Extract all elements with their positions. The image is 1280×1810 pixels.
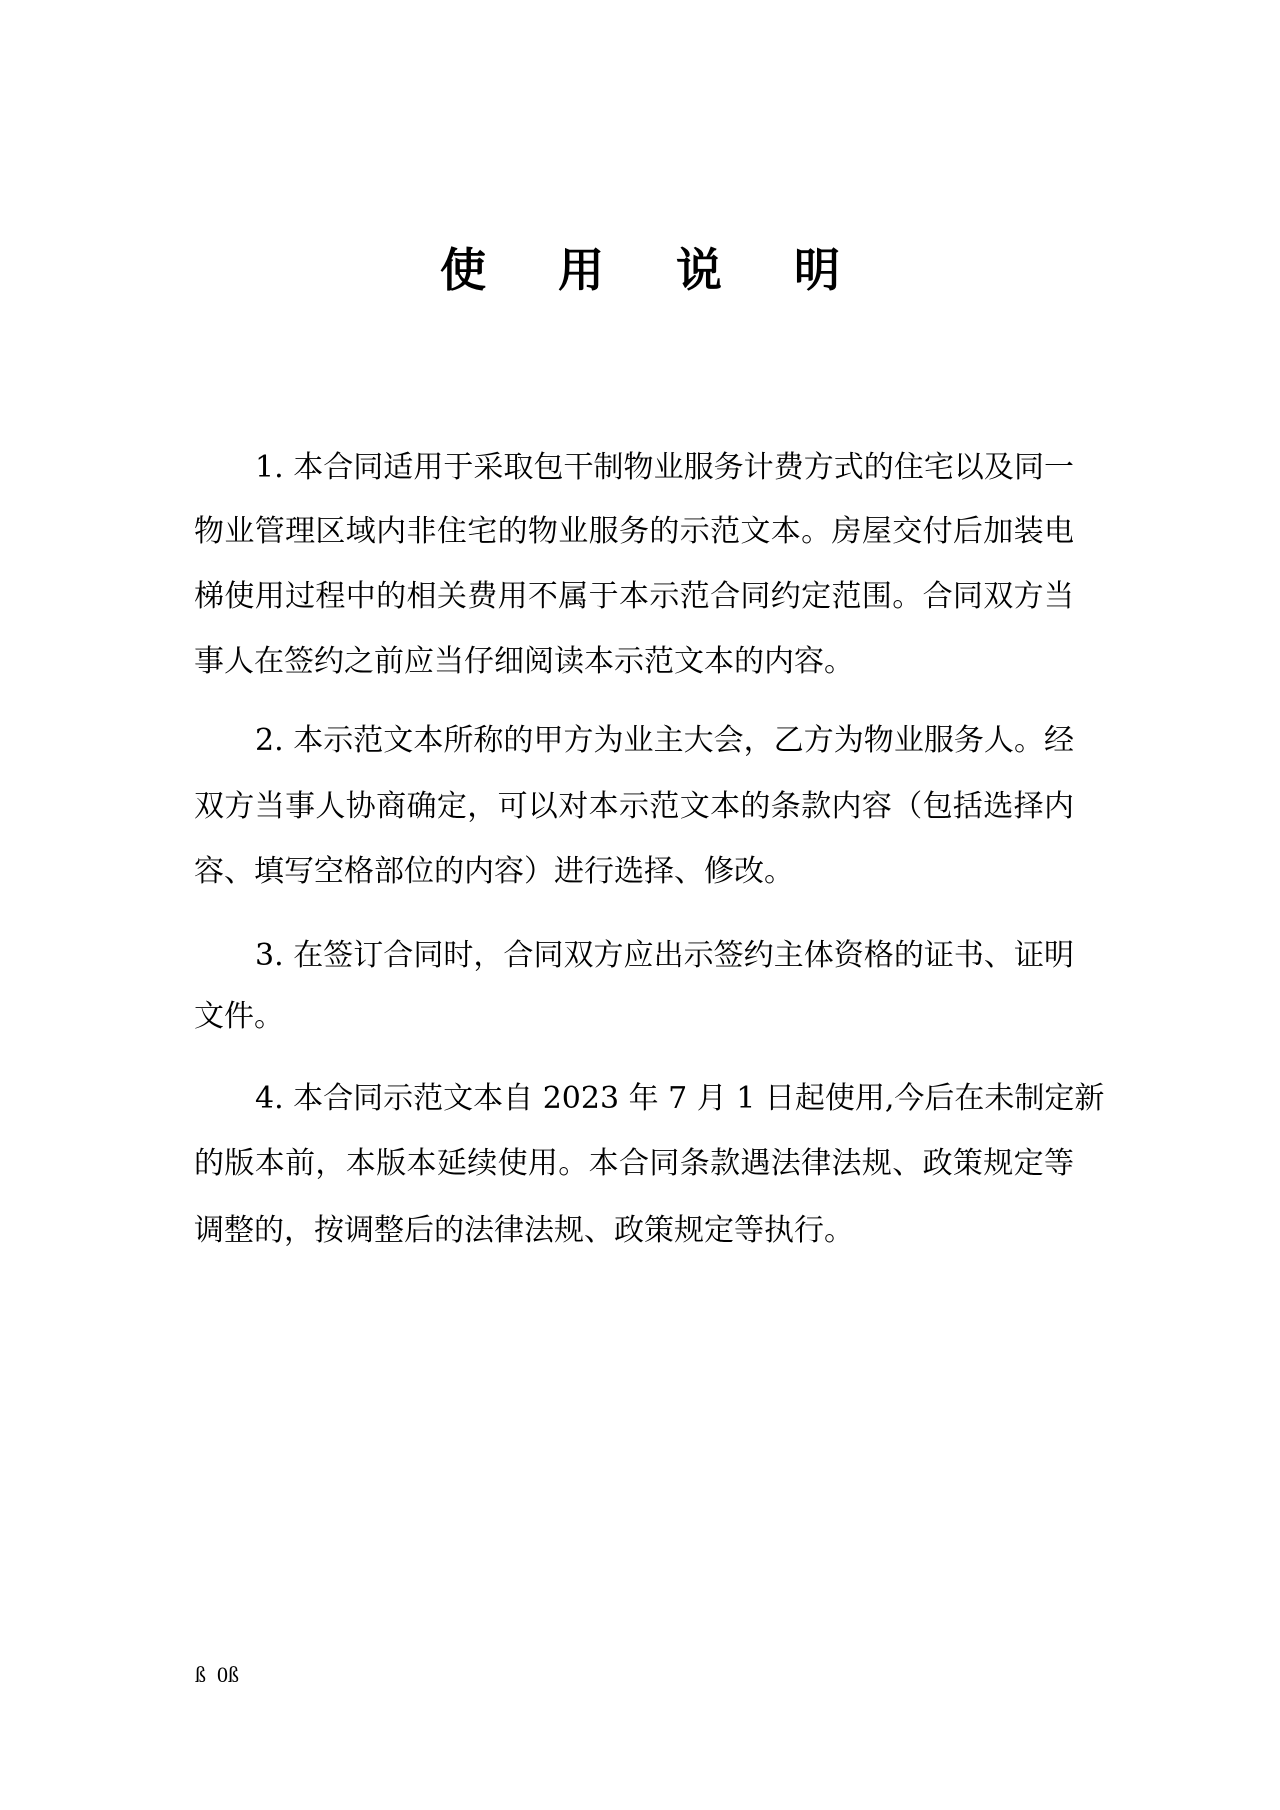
paragraph-1-line-4: 事人在签约之前应当仔细阅读本示范文本的内容。 xyxy=(194,644,854,679)
paragraph-3-line-1: 3. 在签订合同时，合同双方应出示签约主体资格的证书、证明 xyxy=(255,938,1074,973)
paragraph-4-line-1: 4. 本合同示范文本自 2023 年 7 月 1 日起使用,今后在未制定新 xyxy=(255,1081,1105,1116)
page-title: 使 用 说 明 xyxy=(439,243,869,297)
paragraph-4-line-2: 的版本前，本版本延续使用。本合同条款遇法律法规、政策规定等 xyxy=(194,1146,1074,1181)
paragraph-3-line-2: 文件。 xyxy=(194,999,284,1034)
paragraph-2-line-3: 容、填写空格部位的内容）进行选择、修改。 xyxy=(194,854,794,889)
page-footer-number: ß 0ß xyxy=(195,1662,239,1687)
paragraph-4-line-3: 调整的，按调整后的法律法规、政策规定等执行。 xyxy=(194,1213,854,1248)
paragraph-2-line-1: 2. 本示范文本所称的甲方为业主大会，乙方为物业服务人。经 xyxy=(255,723,1074,758)
paragraph-2-line-2: 双方当事人协商确定，可以对本示范文本的条款内容（包括选择内 xyxy=(194,789,1074,824)
paragraph-1-line-3: 梯使用过程中的相关费用不属于本示范合同约定范围。合同双方当 xyxy=(194,579,1074,614)
paragraph-1-line-1: 1. 本合同适用于采取包干制物业服务计费方式的住宅以及同一 xyxy=(255,450,1074,485)
paragraph-1-line-2: 物业管理区域内非住宅的物业服务的示范文本。房屋交付后加装电 xyxy=(194,514,1074,549)
